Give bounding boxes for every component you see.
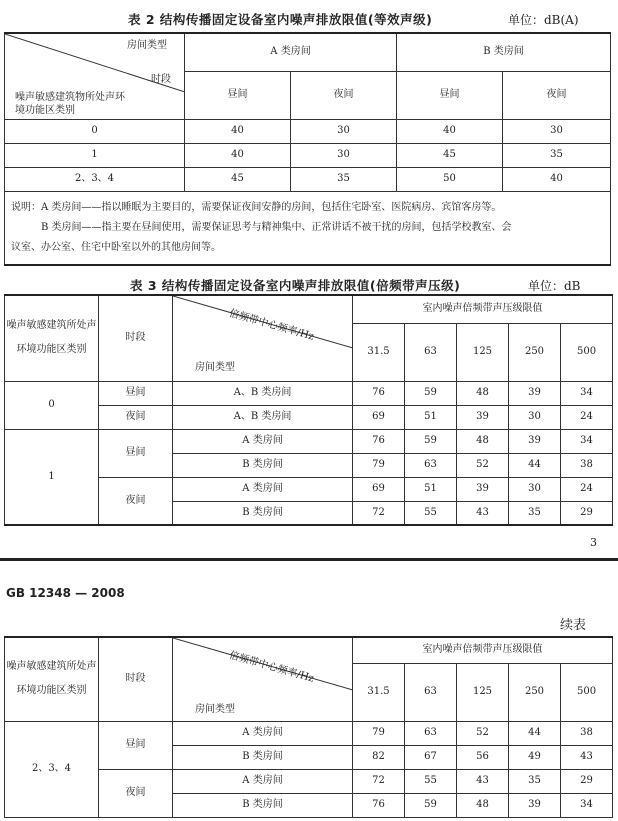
- table3-value-cell: 43: [457, 501, 509, 525]
- table2-value-cell: 45: [397, 143, 503, 167]
- table3c-value-cell: 82: [353, 745, 405, 769]
- table-row: [5, 167, 611, 191]
- table3-value-cell: 34: [561, 429, 613, 453]
- table3-freq-header: 500: [561, 323, 613, 381]
- table3c-value-cell: 43: [561, 745, 613, 769]
- table2-header-room-a: A 类房间: [185, 33, 397, 71]
- page-number: 3: [590, 536, 597, 549]
- table3-diagonal-cell: [173, 295, 353, 381]
- table2-note-line2: B 类房间——指主要在昼间使用，需要保证思考与精神集中、正常讲话不被干扰的房间，包括学校教室、会: [41, 221, 512, 233]
- table2-header-night-b: 夜间: [503, 71, 611, 119]
- table2-value-cell: 30: [291, 143, 397, 167]
- table3c-diag-bottom-label: 房间类型: [195, 704, 235, 715]
- table3-value-cell: 69: [353, 405, 405, 429]
- table3c-value-cell: 38: [561, 721, 613, 745]
- table3-value-cell: 72: [353, 501, 405, 525]
- table3-zone-cell: 0: [5, 381, 99, 429]
- table3-unit: 单位：dB: [528, 279, 581, 293]
- table2-value-cell: 35: [503, 143, 611, 167]
- table3-value-cell: 59: [405, 429, 457, 453]
- table3-period-cell: 昼间: [99, 429, 173, 477]
- table3c-value-cell: 59: [405, 793, 457, 817]
- table3c-room-cell: A 类房间: [173, 721, 353, 745]
- table3-diag-top-label: 倍频带中心频率/Hz: [227, 308, 315, 343]
- table2-zone-cell: 0: [5, 119, 185, 143]
- table3c-value-cell: 44: [509, 721, 561, 745]
- table2-header-night-a: 夜间: [291, 71, 397, 119]
- table3c-room-cell: B 类房间: [173, 793, 353, 817]
- page-separator: [0, 558, 618, 561]
- table3c-freq-header: 250: [509, 663, 561, 721]
- table3-value-cell: 24: [561, 477, 613, 501]
- table3c-freq-header: 31.5: [353, 663, 405, 721]
- table3c-zone-header: 噪声敏感建筑所处声环境功能区类别: [5, 637, 99, 721]
- table3-value-cell: 24: [561, 405, 613, 429]
- table3c-value-cell: 49: [509, 745, 561, 769]
- table2-corner-zone: 噪声敏感建筑物所处声环境功能区类别: [15, 92, 125, 116]
- table2-corner-room: 房间类型: [127, 40, 167, 51]
- table2-note-line1: 说明：A 类房间——指以睡眠为主要目的，需要保证夜间安静的房间，包括住宅卧室、医院病房、宾馆客房等。: [11, 201, 502, 213]
- table3-value-cell: 59: [405, 381, 457, 405]
- table3-period-cell: 昼间: [99, 381, 173, 405]
- table-row: [5, 429, 613, 453]
- table2-value-cell: 50: [397, 167, 503, 191]
- table3-value-cell: 76: [353, 429, 405, 453]
- table3c-value-cell: 43: [457, 769, 509, 793]
- table2-value-cell: 35: [291, 167, 397, 191]
- table3-freq-header: 31.5: [353, 323, 405, 381]
- table3-value-cell: 39: [509, 381, 561, 405]
- table2-header-room-b: B 类房间: [397, 33, 611, 71]
- table2-zone-cell: 2、3、4: [5, 167, 185, 191]
- table3-value-cell: 51: [405, 405, 457, 429]
- table3-value-cell: 39: [457, 405, 509, 429]
- table3c-value-cell: 63: [405, 721, 457, 745]
- table3-value-cell: 76: [353, 381, 405, 405]
- table2-corner-period: 时段: [151, 74, 171, 85]
- table2-unit: 单位：dB(A): [508, 13, 579, 27]
- table3-room-cell: B 类房间: [173, 453, 353, 477]
- table2-title: 表 2 结构传播固定设备室内噪声排放限值(等效声级): [128, 12, 433, 27]
- table3-value-cell: 69: [353, 477, 405, 501]
- table2-note-line3: 议室、办公室、住宅中卧室以外的其他房间等。: [11, 241, 221, 253]
- table3c-value-cell: 72: [353, 769, 405, 793]
- table3-room-cell: A 类房间: [173, 477, 353, 501]
- table3c-room-cell: A 类房间: [173, 769, 353, 793]
- table-row: [5, 381, 613, 405]
- table3-value-cell: 63: [405, 453, 457, 477]
- table2-corner-cell: [5, 33, 185, 119]
- table3-room-cell: A、B 类房间: [173, 405, 353, 429]
- table3-value-cell: 30: [509, 405, 561, 429]
- standard-id: GB 12348 — 2008: [6, 586, 125, 600]
- table2-value-cell: 30: [291, 119, 397, 143]
- table3-value-cell: 38: [561, 453, 613, 477]
- table3-room-cell: A 类房间: [173, 429, 353, 453]
- table2-value-cell: 40: [185, 119, 291, 143]
- table3c-value-cell: 56: [457, 745, 509, 769]
- table3-period-header: 时段: [99, 295, 173, 381]
- table3c-diag-top-label: 倍频带中心频率/Hz: [227, 650, 315, 685]
- table3-group-header: 室内噪声倍频带声压级限值: [353, 295, 613, 323]
- table3c-period-cell: 昼间: [99, 721, 173, 769]
- table3c-group-header: 室内噪声倍频带声压级限值: [353, 637, 613, 663]
- table3-value-cell: 48: [457, 429, 509, 453]
- table3c-value-cell: 48: [457, 793, 509, 817]
- table-row: [5, 119, 611, 143]
- table3c-freq-header: 63: [405, 663, 457, 721]
- table3-value-cell: 51: [405, 477, 457, 501]
- table2-header-day-a: 昼间: [185, 71, 291, 119]
- table2-value-cell: 30: [503, 119, 611, 143]
- table3-title: 表 3 结构传播固定设备室内噪声排放限值(倍频带声压级): [130, 278, 461, 293]
- table3-zone-header: 噪声敏感建筑所处声环境功能区类别: [5, 295, 99, 381]
- table3c-diagonal-cell: [173, 637, 353, 721]
- table2-zone-cell: 1: [5, 143, 185, 167]
- table3-value-cell: 39: [509, 429, 561, 453]
- table3-value-cell: 79: [353, 453, 405, 477]
- table3c-value-cell: 76: [353, 793, 405, 817]
- table3c-value-cell: 52: [457, 721, 509, 745]
- table3c-value-cell: 35: [509, 769, 561, 793]
- table3-value-cell: 55: [405, 501, 457, 525]
- continued-label: 续表: [560, 618, 587, 633]
- table3-value-cell: 52: [457, 453, 509, 477]
- table3-diag-bottom-label: 房间类型: [195, 362, 235, 373]
- table3-value-cell: 35: [509, 501, 561, 525]
- table3-value-cell: 29: [561, 501, 613, 525]
- table3: [4, 294, 613, 526]
- table3c-room-cell: B 类房间: [173, 745, 353, 769]
- table3c-value-cell: 29: [561, 769, 613, 793]
- table3-freq-header: 63: [405, 323, 457, 381]
- table3c-value-cell: 34: [561, 793, 613, 817]
- table3-room-cell: B 类房间: [173, 501, 353, 525]
- table3c-period-header: 时段: [99, 637, 173, 721]
- table3c-period-cell: 夜间: [99, 769, 173, 817]
- table3c-value-cell: 67: [405, 745, 457, 769]
- table3-period-cell: 夜间: [99, 405, 173, 429]
- table3c-zone-cell: 2、3、4: [5, 721, 99, 817]
- table3c-value-cell: 39: [509, 793, 561, 817]
- table3c-freq-header: 125: [457, 663, 509, 721]
- table3-freq-header: 250: [509, 323, 561, 381]
- table-row: [5, 143, 611, 167]
- table3-value-cell: 44: [509, 453, 561, 477]
- table3-zone-cell: 1: [5, 429, 99, 525]
- table2-value-cell: 45: [185, 167, 291, 191]
- table2-value-cell: 40: [397, 119, 503, 143]
- table2-value-cell: 40: [185, 143, 291, 167]
- table3-value-cell: 39: [457, 477, 509, 501]
- table3-continued: [4, 636, 613, 818]
- table3-value-cell: 48: [457, 381, 509, 405]
- table-row: [5, 721, 613, 745]
- table2-note-cell: [5, 191, 611, 265]
- table3c-value-cell: 79: [353, 721, 405, 745]
- table2: [4, 32, 611, 266]
- table2-header-day-b: 昼间: [397, 71, 503, 119]
- table2-value-cell: 40: [503, 167, 611, 191]
- table3c-freq-header: 500: [561, 663, 613, 721]
- table3-value-cell: 34: [561, 381, 613, 405]
- table3-value-cell: 30: [509, 477, 561, 501]
- table3-room-cell: A、B 类房间: [173, 381, 353, 405]
- table3c-value-cell: 55: [405, 769, 457, 793]
- table3-period-cell: 夜间: [99, 477, 173, 525]
- table3-freq-header: 125: [457, 323, 509, 381]
